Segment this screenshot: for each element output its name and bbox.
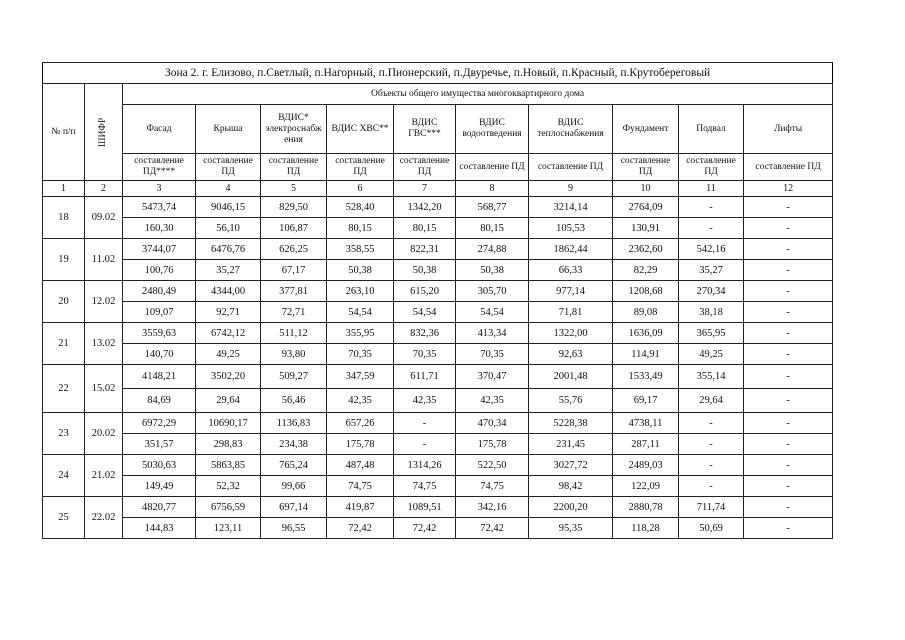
table-cell: 54,54	[327, 302, 394, 323]
table-row	[43, 476, 833, 497]
table-cell: 528,40	[327, 197, 394, 218]
table-cell: 765,24	[261, 455, 327, 476]
column-number: 6	[327, 181, 394, 197]
table-cell: 4344,00	[196, 281, 261, 302]
table-cell: -	[744, 239, 833, 260]
table-cell: -	[679, 218, 744, 239]
table-row	[43, 497, 833, 518]
table-cell: 4820,77	[123, 497, 196, 518]
column-number: 4	[196, 181, 261, 197]
column-numbers	[43, 181, 833, 197]
row-code: 12.02	[85, 281, 123, 323]
table-cell: 100,76	[123, 260, 196, 281]
table-row	[43, 518, 833, 539]
table-cell: 35,27	[196, 260, 261, 281]
table-cell: 697,14	[261, 497, 327, 518]
table-cell: 305,70	[456, 281, 529, 302]
column-subheader: составление ПД	[394, 154, 456, 181]
table-cell: 5030,63	[123, 455, 196, 476]
table-cell: 3502,20	[196, 365, 261, 389]
column-subheader: составление ПД	[261, 154, 327, 181]
table-cell: 4148,21	[123, 365, 196, 389]
table-cell: 470,34	[456, 413, 529, 434]
table-cell: 149,49	[123, 476, 196, 497]
table-row	[43, 455, 833, 476]
table-cell: 657,26	[327, 413, 394, 434]
cost-table	[42, 62, 833, 539]
table-cell: 35,27	[679, 260, 744, 281]
table-cell: 89,08	[613, 302, 679, 323]
table-cell: 347,59	[327, 365, 394, 389]
column-subheader: составление ПД	[196, 154, 261, 181]
table-cell: 140,70	[123, 344, 196, 365]
table-cell: -	[394, 413, 456, 434]
zone-title: Зона 2. г. Елизово, п.Светлый, п.Нагорный, п.Пионерский, п.Двуречье, п.Новый, п.Красный, п.Крутобереговый	[43, 63, 833, 84]
table-cell: 93,80	[261, 344, 327, 365]
table-cell: -	[744, 323, 833, 344]
column-number: 7	[394, 181, 456, 197]
table-cell: 6972,29	[123, 413, 196, 434]
table-cell: 1636,09	[613, 323, 679, 344]
table-cell: 175,78	[327, 434, 394, 455]
table-cell: 263,10	[327, 281, 394, 302]
table-cell: 370,47	[456, 365, 529, 389]
table-row	[43, 302, 833, 323]
table-cell: 711,74	[679, 497, 744, 518]
table-cell: 9046,15	[196, 197, 261, 218]
column-header: ВДИС ГВС***	[394, 105, 456, 154]
table-cell: 568,77	[456, 197, 529, 218]
table-cell: 74,75	[327, 476, 394, 497]
table-cell: 69,17	[613, 389, 679, 413]
table-cell: 80,15	[456, 218, 529, 239]
table-cell: 365,95	[679, 323, 744, 344]
table-cell: -	[679, 413, 744, 434]
table-cell: 2200,20	[529, 497, 613, 518]
table-cell: -	[679, 476, 744, 497]
column-header: Лифты	[744, 105, 833, 154]
table-cell: -	[744, 302, 833, 323]
column-subheader: составление ПД	[613, 154, 679, 181]
table-cell: 5228,38	[529, 413, 613, 434]
table-cell: 67,17	[261, 260, 327, 281]
row-number: 25	[43, 497, 85, 539]
table-cell: 5473,74	[123, 197, 196, 218]
table-cell: 3559,63	[123, 323, 196, 344]
table-cell: 49,25	[679, 344, 744, 365]
table-cell: 72,42	[456, 518, 529, 539]
table-cell: 231,45	[529, 434, 613, 455]
table-cell: -	[744, 413, 833, 434]
table-cell: 1136,83	[261, 413, 327, 434]
table-cell: 70,35	[394, 344, 456, 365]
table-cell: 80,15	[327, 218, 394, 239]
row-number: 21	[43, 323, 85, 365]
table-row	[43, 434, 833, 455]
column-header: Подвал	[679, 105, 744, 154]
table-cell: 42,35	[327, 389, 394, 413]
column-number: 11	[679, 181, 744, 197]
table-cell: 42,35	[394, 389, 456, 413]
table-cell: 487,48	[327, 455, 394, 476]
table-cell: 72,42	[394, 518, 456, 539]
table-cell: -	[744, 260, 833, 281]
table-cell: -	[744, 281, 833, 302]
row-number: 20	[43, 281, 85, 323]
table-cell: 274,88	[456, 239, 529, 260]
table-cell: 71,81	[529, 302, 613, 323]
table-cell: 29,64	[679, 389, 744, 413]
table-cell: 106,87	[261, 218, 327, 239]
table-cell: 50,38	[456, 260, 529, 281]
table-cell: 1533,49	[613, 365, 679, 389]
column-subheaders	[43, 154, 833, 181]
column-subheader: составление ПД	[529, 154, 613, 181]
table-row	[43, 365, 833, 389]
table-cell: 105,53	[529, 218, 613, 239]
table-cell: 29,64	[196, 389, 261, 413]
table-cell: 509,27	[261, 365, 327, 389]
table-cell: 95,35	[529, 518, 613, 539]
table-row	[43, 260, 833, 281]
table-cell: 351,57	[123, 434, 196, 455]
row-number: 23	[43, 413, 85, 455]
table-cell: 3214,14	[529, 197, 613, 218]
table-cell: 1208,68	[613, 281, 679, 302]
column-header: ВДИС теплоснабжения	[529, 105, 613, 154]
row-code: 22.02	[85, 497, 123, 539]
table-cell: 1342,20	[394, 197, 456, 218]
column-subheader: составление ПД	[456, 154, 529, 181]
table-cell: 829,50	[261, 197, 327, 218]
table-cell: 50,38	[394, 260, 456, 281]
column-number: 2	[85, 181, 123, 197]
column-subheader: составление ПД	[679, 154, 744, 181]
table-cell: 615,20	[394, 281, 456, 302]
table-cell: 977,14	[529, 281, 613, 302]
table-cell: 84,69	[123, 389, 196, 413]
table-cell: 98,42	[529, 476, 613, 497]
table-cell: 3027,72	[529, 455, 613, 476]
table-cell: 270,34	[679, 281, 744, 302]
table-cell: 72,71	[261, 302, 327, 323]
table-cell: 611,71	[394, 365, 456, 389]
column-header: Фасад	[123, 105, 196, 154]
table-cell: 287,11	[613, 434, 679, 455]
column-subheader: составление ПД****	[123, 154, 196, 181]
table-cell: 54,54	[456, 302, 529, 323]
table-cell: 55,76	[529, 389, 613, 413]
table-cell: -	[744, 344, 833, 365]
column-subheader: составление ПД	[744, 154, 833, 181]
table-cell: 1322,00	[529, 323, 613, 344]
table-cell: -	[744, 197, 833, 218]
table-cell: 74,75	[456, 476, 529, 497]
table-cell: 822,31	[394, 239, 456, 260]
column-header: Крыша	[196, 105, 261, 154]
table-row	[43, 239, 833, 260]
table-cell: -	[679, 455, 744, 476]
column-number: 3	[123, 181, 196, 197]
column-number: 9	[529, 181, 613, 197]
table-cell: 1089,51	[394, 497, 456, 518]
table-cell: 114,91	[613, 344, 679, 365]
row-code: 21.02	[85, 455, 123, 497]
table-cell: 4738,11	[613, 413, 679, 434]
header-num: № п/п	[43, 84, 85, 181]
column-number: 8	[456, 181, 529, 197]
table-cell: 2362,60	[613, 239, 679, 260]
table-cell: -	[744, 455, 833, 476]
row-number: 22	[43, 365, 85, 413]
table-cell: 144,83	[123, 518, 196, 539]
column-header: ВДИС водоотведения	[456, 105, 529, 154]
table-row	[43, 197, 833, 218]
column-number: 12	[744, 181, 833, 197]
table-cell: 74,75	[394, 476, 456, 497]
table-row	[43, 323, 833, 344]
table-cell: 42,35	[456, 389, 529, 413]
table-cell: -	[744, 497, 833, 518]
row-number: 19	[43, 239, 85, 281]
table-cell: 70,35	[327, 344, 394, 365]
table-cell: -	[744, 365, 833, 389]
table-cell: -	[744, 518, 833, 539]
table-cell: 50,69	[679, 518, 744, 539]
table-cell: 419,87	[327, 497, 394, 518]
table-cell: 355,95	[327, 323, 394, 344]
table-cell: 511,12	[261, 323, 327, 344]
table-cell: 6756,59	[196, 497, 261, 518]
table-row	[43, 413, 833, 434]
table-cell: 2480,49	[123, 281, 196, 302]
table-cell: 2001,48	[529, 365, 613, 389]
table-cell: 3744,07	[123, 239, 196, 260]
table-cell: 542,16	[679, 239, 744, 260]
table-cell: 1314,26	[394, 455, 456, 476]
table-row	[43, 218, 833, 239]
table-cell: 56,10	[196, 218, 261, 239]
table-cell: 355,14	[679, 365, 744, 389]
table-cell: 49,25	[196, 344, 261, 365]
table-cell: 92,71	[196, 302, 261, 323]
row-number: 18	[43, 197, 85, 239]
table-cell: 123,11	[196, 518, 261, 539]
table-cell: 626,25	[261, 239, 327, 260]
table-cell: 82,29	[613, 260, 679, 281]
table-cell: -	[679, 197, 744, 218]
row-code: 15.02	[85, 365, 123, 413]
table-cell: 6476,76	[196, 239, 261, 260]
table-cell: 118,28	[613, 518, 679, 539]
table-cell: 52,32	[196, 476, 261, 497]
table-cell: 66,33	[529, 260, 613, 281]
table-row	[43, 281, 833, 302]
table-cell: 832,36	[394, 323, 456, 344]
table-cell: 2489,03	[613, 455, 679, 476]
table-cell: 72,42	[327, 518, 394, 539]
table-cell: 54,54	[394, 302, 456, 323]
table-cell: 358,55	[327, 239, 394, 260]
table-cell: 50,38	[327, 260, 394, 281]
table-cell: -	[679, 434, 744, 455]
column-number: 10	[613, 181, 679, 197]
table-cell: 234,38	[261, 434, 327, 455]
table-row	[43, 389, 833, 413]
column-header: Фундамент	[613, 105, 679, 154]
column-header: ВДИС ХВС**	[327, 105, 394, 154]
header-code: ШИФР	[85, 84, 123, 181]
table-cell: 10690,17	[196, 413, 261, 434]
table-cell: 80,15	[394, 218, 456, 239]
table-cell: 122,09	[613, 476, 679, 497]
row-code: 09.02	[85, 197, 123, 239]
row-number: 24	[43, 455, 85, 497]
table-cell: -	[744, 476, 833, 497]
table-cell: 298,83	[196, 434, 261, 455]
table-cell: 2880,78	[613, 497, 679, 518]
table-cell: 70,35	[456, 344, 529, 365]
table-cell: 92,63	[529, 344, 613, 365]
row-code: 20.02	[85, 413, 123, 455]
table-cell: 5863,85	[196, 455, 261, 476]
table-cell: 109,07	[123, 302, 196, 323]
table-cell: 175,78	[456, 434, 529, 455]
column-subheader: составление ПД	[327, 154, 394, 181]
table-cell: 160,30	[123, 218, 196, 239]
table-cell: 1862,44	[529, 239, 613, 260]
column-header: ВДИС* электроснабж ения	[261, 105, 327, 154]
table-cell: 522,50	[456, 455, 529, 476]
table-cell: 377,81	[261, 281, 327, 302]
table-cell: -	[744, 389, 833, 413]
table-row	[43, 344, 833, 365]
table-cell: -	[744, 218, 833, 239]
table-cell: -	[744, 434, 833, 455]
objects-header: Объекты общего имущества многоквартирного дома	[123, 84, 833, 105]
table-cell: 413,34	[456, 323, 529, 344]
table-cell: 56,46	[261, 389, 327, 413]
row-code: 13.02	[85, 323, 123, 365]
table-cell: 96,55	[261, 518, 327, 539]
table-cell: 2764,09	[613, 197, 679, 218]
table-cell: 6742,12	[196, 323, 261, 344]
table-cell: -	[394, 434, 456, 455]
table-cell: 342,16	[456, 497, 529, 518]
table-cell: 38,18	[679, 302, 744, 323]
row-code: 11.02	[85, 239, 123, 281]
table-cell: 130,91	[613, 218, 679, 239]
column-headers	[43, 105, 833, 154]
table-cell: 99,66	[261, 476, 327, 497]
column-number: 5	[261, 181, 327, 197]
column-number: 1	[43, 181, 85, 197]
